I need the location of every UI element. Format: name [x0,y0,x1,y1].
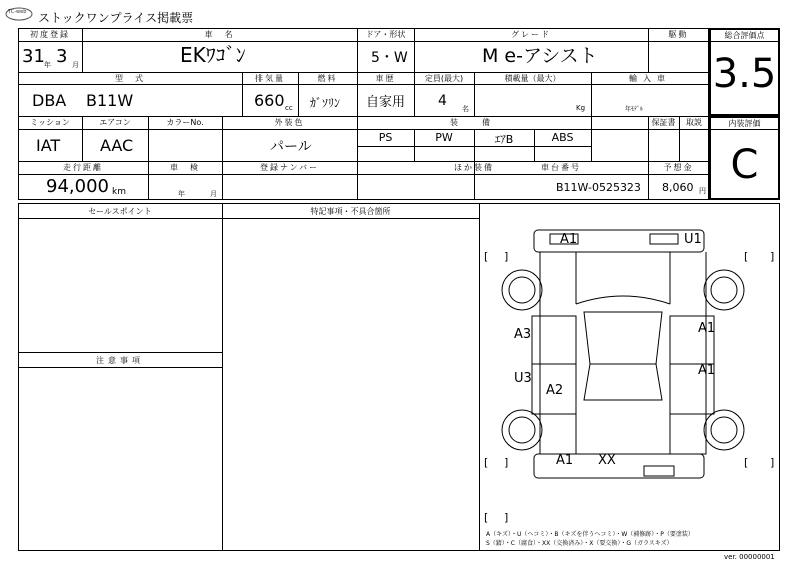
mark-left-door-rear: U3 [514,371,532,386]
mark-rear-center: XX [598,453,616,468]
equipment-airbag: ｴｱB [494,133,514,146]
aircon-value: AAC [100,136,134,155]
mission-label: ミッション [30,118,70,127]
inspection-month-unit: 月 [210,190,217,198]
equipment-ps: PS [378,131,393,144]
car-damage-diagram [480,204,779,550]
sales-points-label: セールスポイント [88,207,152,216]
chassis-no-label: 車台番号 [541,163,581,172]
page-title: ストックワンプライス掲載票 [38,11,194,25]
interior-score-value: C [730,142,759,188]
fuel-label: 燃料 [317,74,338,83]
logo-text: TC-web [8,9,27,15]
fuel-value: ｶﾞｿﾘﾝ [310,96,341,110]
capacity-label: 定員(最大) [424,74,464,83]
mark-floor: A2 [546,383,564,398]
exterior-color-value: パール [270,139,312,155]
price-label: 予想金 [663,163,694,172]
svg-text:]: ] [504,456,509,469]
logo [4,6,34,22]
svg-text:]: ] [504,511,509,524]
price-value: 8,060 [662,181,694,194]
mark-left-door-front: A3 [514,327,532,342]
overall-score-value: 3.5 [712,51,777,97]
warranty-label: 保証書 [651,118,676,127]
svg-text:]: ] [770,456,775,469]
exterior-color-label: 外装色 [274,118,305,127]
svg-text:]: ] [770,250,775,263]
notes-label: 特記事項・不具合箇所 [310,207,391,216]
other-equipment-label: ほか装備 [454,163,494,172]
version-text: ver. 00000001 [724,553,775,561]
equipment-abs: ABS [551,131,574,144]
month-value: 3 [56,46,68,67]
load-label: 積載量（最大） [504,74,561,83]
car-name-label: 車 名 [204,30,235,39]
mark-front-right: U1 [684,232,702,247]
usage-label: 車歴 [375,74,396,83]
year-value: 31 [22,46,45,67]
mileage-value: 94,000 [46,176,109,197]
door-type-value: 5・W [371,50,408,66]
overall-score-label: 総合評価点 [724,31,765,40]
svg-text:]: ] [504,250,509,263]
usage-value: 自家用 [366,95,406,110]
mark-front-left: A1 [560,232,578,247]
mission-value: IAT [36,136,61,155]
kg-unit: Kg [576,104,586,112]
svg-text:[: [ [744,456,749,469]
svg-text:[: [ [744,250,749,263]
grade-value: M e-アシスト [482,45,598,67]
displacement-label: 排気量 [255,74,285,83]
drive-label: 駆動 [668,30,689,39]
mark-right-door: A1 [698,363,716,378]
model-year-unit: 年ﾓﾃﾞﾙ [625,106,644,113]
svg-text:[: [ [484,456,489,469]
aircon-label: エアコン [99,118,131,127]
model-prefix-value: DBA [32,91,67,110]
mark-right-fender: A1 [698,321,716,336]
car-name-value: EKﾜｺﾞﾝ [180,43,246,67]
mileage-label: 走行距離 [63,163,103,172]
interior-score-label: 内装評価 [728,119,761,128]
km-unit: km [112,187,126,197]
svg-text:[: [ [484,511,489,524]
manual-label: 取説 [686,118,702,127]
door-type-label: ドア・形状 [365,30,406,39]
caution-label: 注意事項 [96,356,144,365]
first-reg-label: 初度登録 [30,30,70,39]
persons-unit: 名 [462,105,469,113]
cc-unit: cc [285,104,293,112]
inspection-year-unit: 年 [178,190,185,198]
damage-legend-1: A（キズ）・U（ヘコミ）・B（キズを伴うヘコミ）・W（補修跡）・P（要塗装） [486,531,694,538]
model-label: 型 式 [115,74,145,83]
yen-unit: 円 [699,187,706,195]
damage-legend-2: S（錆）・C（腐食）・XX（交換済み）・X（要交換）・G（ガラスキズ） [486,540,673,547]
color-no-label: カラーNo. [166,118,204,127]
model-value: B11W [86,91,134,110]
import-label: 輸入車 [629,74,671,83]
inspection-label: 車 検 [170,163,200,172]
equipment-label: 装 備 [450,118,498,127]
chassis-no-value: B11W-0525323 [556,181,641,194]
svg-text:[: [ [484,250,489,263]
plate-label: 登録ナンバー [259,163,320,172]
mark-rear-left: A1 [556,453,574,468]
year-unit: 年 [44,61,51,69]
displacement-value: 660 [254,91,285,110]
grade-label: グレード [511,30,551,39]
month-unit: 月 [72,61,79,69]
equipment-pw: PW [435,131,453,144]
capacity-value: 4 [438,93,447,109]
